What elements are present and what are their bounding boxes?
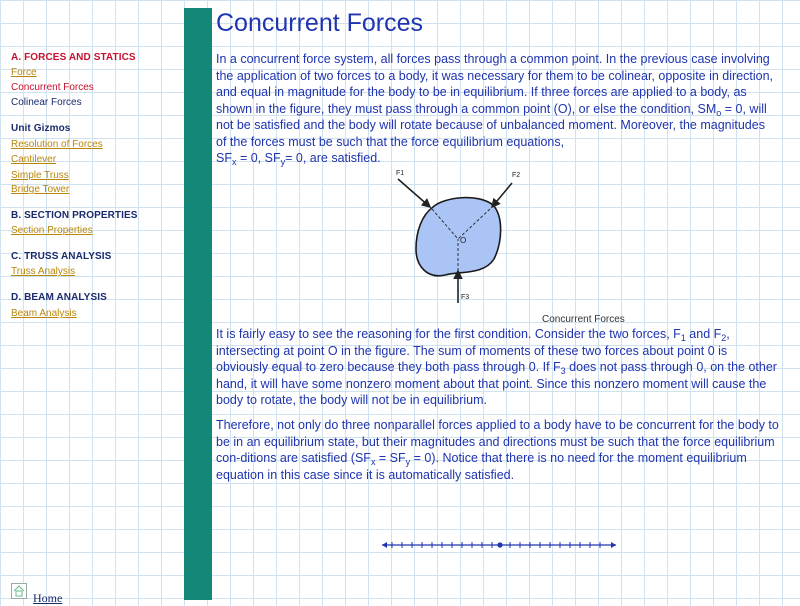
scroll-ruler[interactable]: [380, 538, 620, 550]
sidebar-link-truss-analysis[interactable]: Truss Analysis: [11, 266, 76, 277]
home-icon[interactable]: [11, 583, 27, 599]
sidebar-heading-forces-and-statics: A. FORCES AND STATICS: [11, 52, 136, 63]
intro-paragraph: In a concurrent force system, all forces pass through a common point. In the previous case involving the application of two forces to a body, it was necessary for them to be colinear, opposite in direction, and equal in magnitude for the body to be in equilibrium. If three forces are applied to a body, as shown in the figure, they must pass through a common point (O), or else the condition, $SM_o = 0$, will not be satisfied and the body will rotate because of unbalanced moment. Moreover, the magnitudes of the forces must be such that the force equilibrium equations, $SF_x = 0$, $SF_y= 0$, are satisfied.: [216, 52, 774, 167]
sidebar-nav: [0, 0, 183, 605]
force-f1-arrow: [398, 179, 430, 207]
conclusion-paragraph: Therefore, not only do three nonparallel forces applied to a body have to be concurrent for the body to be in an equilibrium state, but their magnitudes and directions must be such that the force equilibrium con-ditions are satisfied $(SF_x = SF_y = 0)$. Notice that there is no need for the moment equilibrium equation in this case since it is automatically satisfied.: [216, 418, 779, 482]
sidebar-link-bridge-tower[interactable]: Bridge Tower: [11, 184, 70, 195]
sidebar-item-concurrent-forces: Concurrent Forces: [11, 82, 94, 93]
sidebar-link-section-properties[interactable]: Section Properties: [11, 225, 93, 236]
label-f3: F3: [461, 294, 470, 301]
label-f1: F1: [396, 170, 405, 177]
sidebar-heading-truss-analysis: C. TRUSS ANALYSIS: [11, 251, 112, 262]
teal-divider-bar: [184, 8, 212, 600]
sidebar-item-colinear-forces[interactable]: Colinear Forces: [11, 97, 82, 108]
home-link[interactable]: Home: [33, 591, 63, 605]
sidebar-link-beam-analysis[interactable]: Beam Analysis: [11, 308, 77, 319]
sidebar-link-simple-truss[interactable]: Simple Truss: [11, 170, 69, 181]
label-f2: F2: [512, 172, 520, 179]
figure-caption: Concurrent Forces: [542, 314, 625, 325]
reasoning-paragraph: It is fairly easy to see the reasoning for the first condition. Consider the two forces, $F_1$ and $F_2$, intersecting at point O in the figure. The sum of moments of these two forces about point 0 is obviously equal to zero because they both pass through 0. If $F_3$ does not pass through 0, on the other hand, it will have some nonzero moment about that point. Since this nonzero moment will cause the body to rotate, the body will not be in equilibrium.: [216, 327, 777, 407]
force-f2-arrow: [492, 183, 512, 207]
sidebar-link-force[interactable]: Force: [11, 67, 37, 78]
sidebar-heading-section-properties: B. SECTION PROPERTIES: [11, 210, 138, 221]
label-point-o: O: [460, 236, 467, 245]
page-title: Concurrent Forces: [216, 9, 424, 37]
sidebar-heading-beam-analysis: D. BEAM ANALYSIS: [11, 292, 107, 303]
sidebar-heading-unit-gizmos: Unit Gizmos: [11, 123, 71, 134]
concurrent-forces-figure: [360, 163, 520, 309]
sidebar-link-cantilever[interactable]: Cantilever: [11, 154, 57, 165]
sidebar-link-resolution-of-forces[interactable]: Resolution of Forces: [11, 139, 103, 150]
